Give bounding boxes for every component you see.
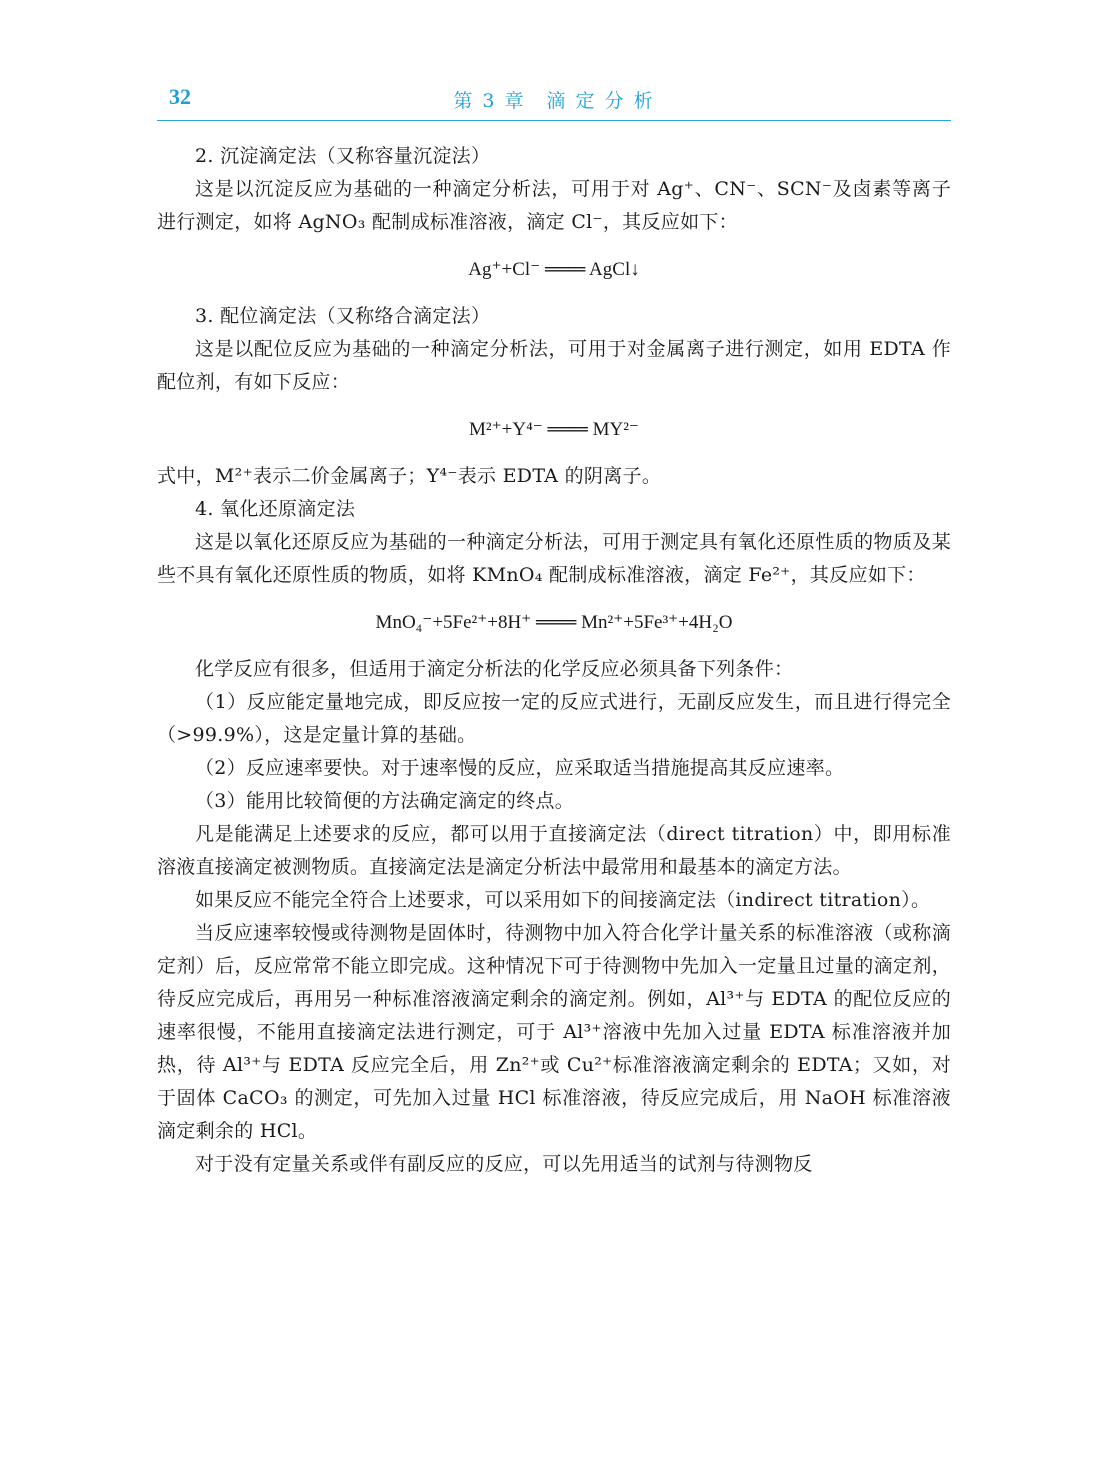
condition-item: （1）反应能定量地完成，即反应按一定的反应式进行，无副反应发生，而且进行得完全（>99.9%），这是定量计算的基础。 xyxy=(157,691,951,746)
condition-item: （2）反应速率要快。对于速率慢的反应，应采取适当措施提高其反应速率。 xyxy=(195,757,845,779)
paragraph: 当反应速率较慢或待测物是固体时，待测物中加入符合化学计量关系的标准溶液（或称滴定剂）后，反应常常不能立即完成。这种情况下可于待测物中先加入一定量且过量的滴定剂，待反应完成后，再用另一种标准溶液滴定剩余的滴定剂。例如，Al³⁺与 EDTA 的配位反应的速率很慢，不能用直接滴定法进行测定，可于 Al³⁺溶液中先加入过量 EDTA 标准溶液并加热，待 Al³⁺与 EDTA 反应完全后，用 Zn²⁺或 Cu²⁺标准溶液滴定剩余的 EDTA；又如，对于固体 CaCO₃ 的测定，可先加入过量 HCl 标准溶液，待反应完成后，用 NaOH 标准溶液滴定剩余的 HCl。 xyxy=(157,922,951,1142)
heading-complexometric-titration: 3. 配位滴定法（又称络合滴定法） xyxy=(195,305,491,327)
paragraph: 这是以氧化还原反应为基础的一种滴定分析法，可用于测定具有氧化还原性质的物质及某些不具有氧化还原性质的物质，如将 KMnO₄ 配制成标准溶液，滴定 Fe²⁺，其反应如下： xyxy=(157,531,951,586)
equation: MnO₄⁻+5Fe²⁺+8H⁺ ═══ Mn²⁺+5Fe³⁺+4H₂O xyxy=(375,612,733,633)
page-header xyxy=(157,82,951,121)
paragraph: 凡是能满足上述要求的反应，都可以用于直接滴定法（direct titration）中，即用标准溶液直接滴定被测物质。直接滴定法是滴定分析法中最常用和最基本的滴定方法。 xyxy=(157,823,951,878)
page-number: 32 xyxy=(169,84,191,109)
paragraph: 这是以沉淀反应为基础的一种滴定分析法，可用于对 Ag⁺、CN⁻、SCN⁻及卤素等离子进行测定，如将 AgNO₃ 配制成标准溶液，滴定 Cl⁻，其反应如下： xyxy=(157,178,951,233)
chapter-title: 第 3 章 滴 定 分 析 xyxy=(453,90,655,112)
condition-item: （3）能用比较简便的方法确定滴定的终点。 xyxy=(195,790,575,812)
page-body xyxy=(157,140,951,1181)
heading-redox-titration: 4. 氧化还原滴定法 xyxy=(195,498,356,520)
paragraph: 式中，M²⁺表示二价金属离子；Y⁴⁻表示 EDTA 的阴离子。 xyxy=(157,465,662,487)
equation: Ag⁺+Cl⁻ ═══ AgCl↓ xyxy=(468,259,640,280)
paragraph: 对于没有定量关系或伴有副反应的反应，可以先用适当的试剂与待测物反 xyxy=(195,1153,813,1175)
paragraph: 化学反应有很多，但适用于滴定分析法的化学反应必须具备下列条件： xyxy=(195,658,794,680)
heading-precipitation-titration: 2. 沉淀滴定法（又称容量沉淀法） xyxy=(195,145,491,167)
paragraph: 这是以配位反应为基础的一种滴定分析法，可用于对金属离子进行测定，如用 EDTA 作配位剂，有如下反应： xyxy=(157,338,951,393)
paragraph: 如果反应不能完全符合上述要求，可以采用如下的间接滴定法（indirect titration）。 xyxy=(195,889,931,911)
equation: M²⁺+Y⁴⁻ ═══ MY²⁻ xyxy=(469,419,639,440)
